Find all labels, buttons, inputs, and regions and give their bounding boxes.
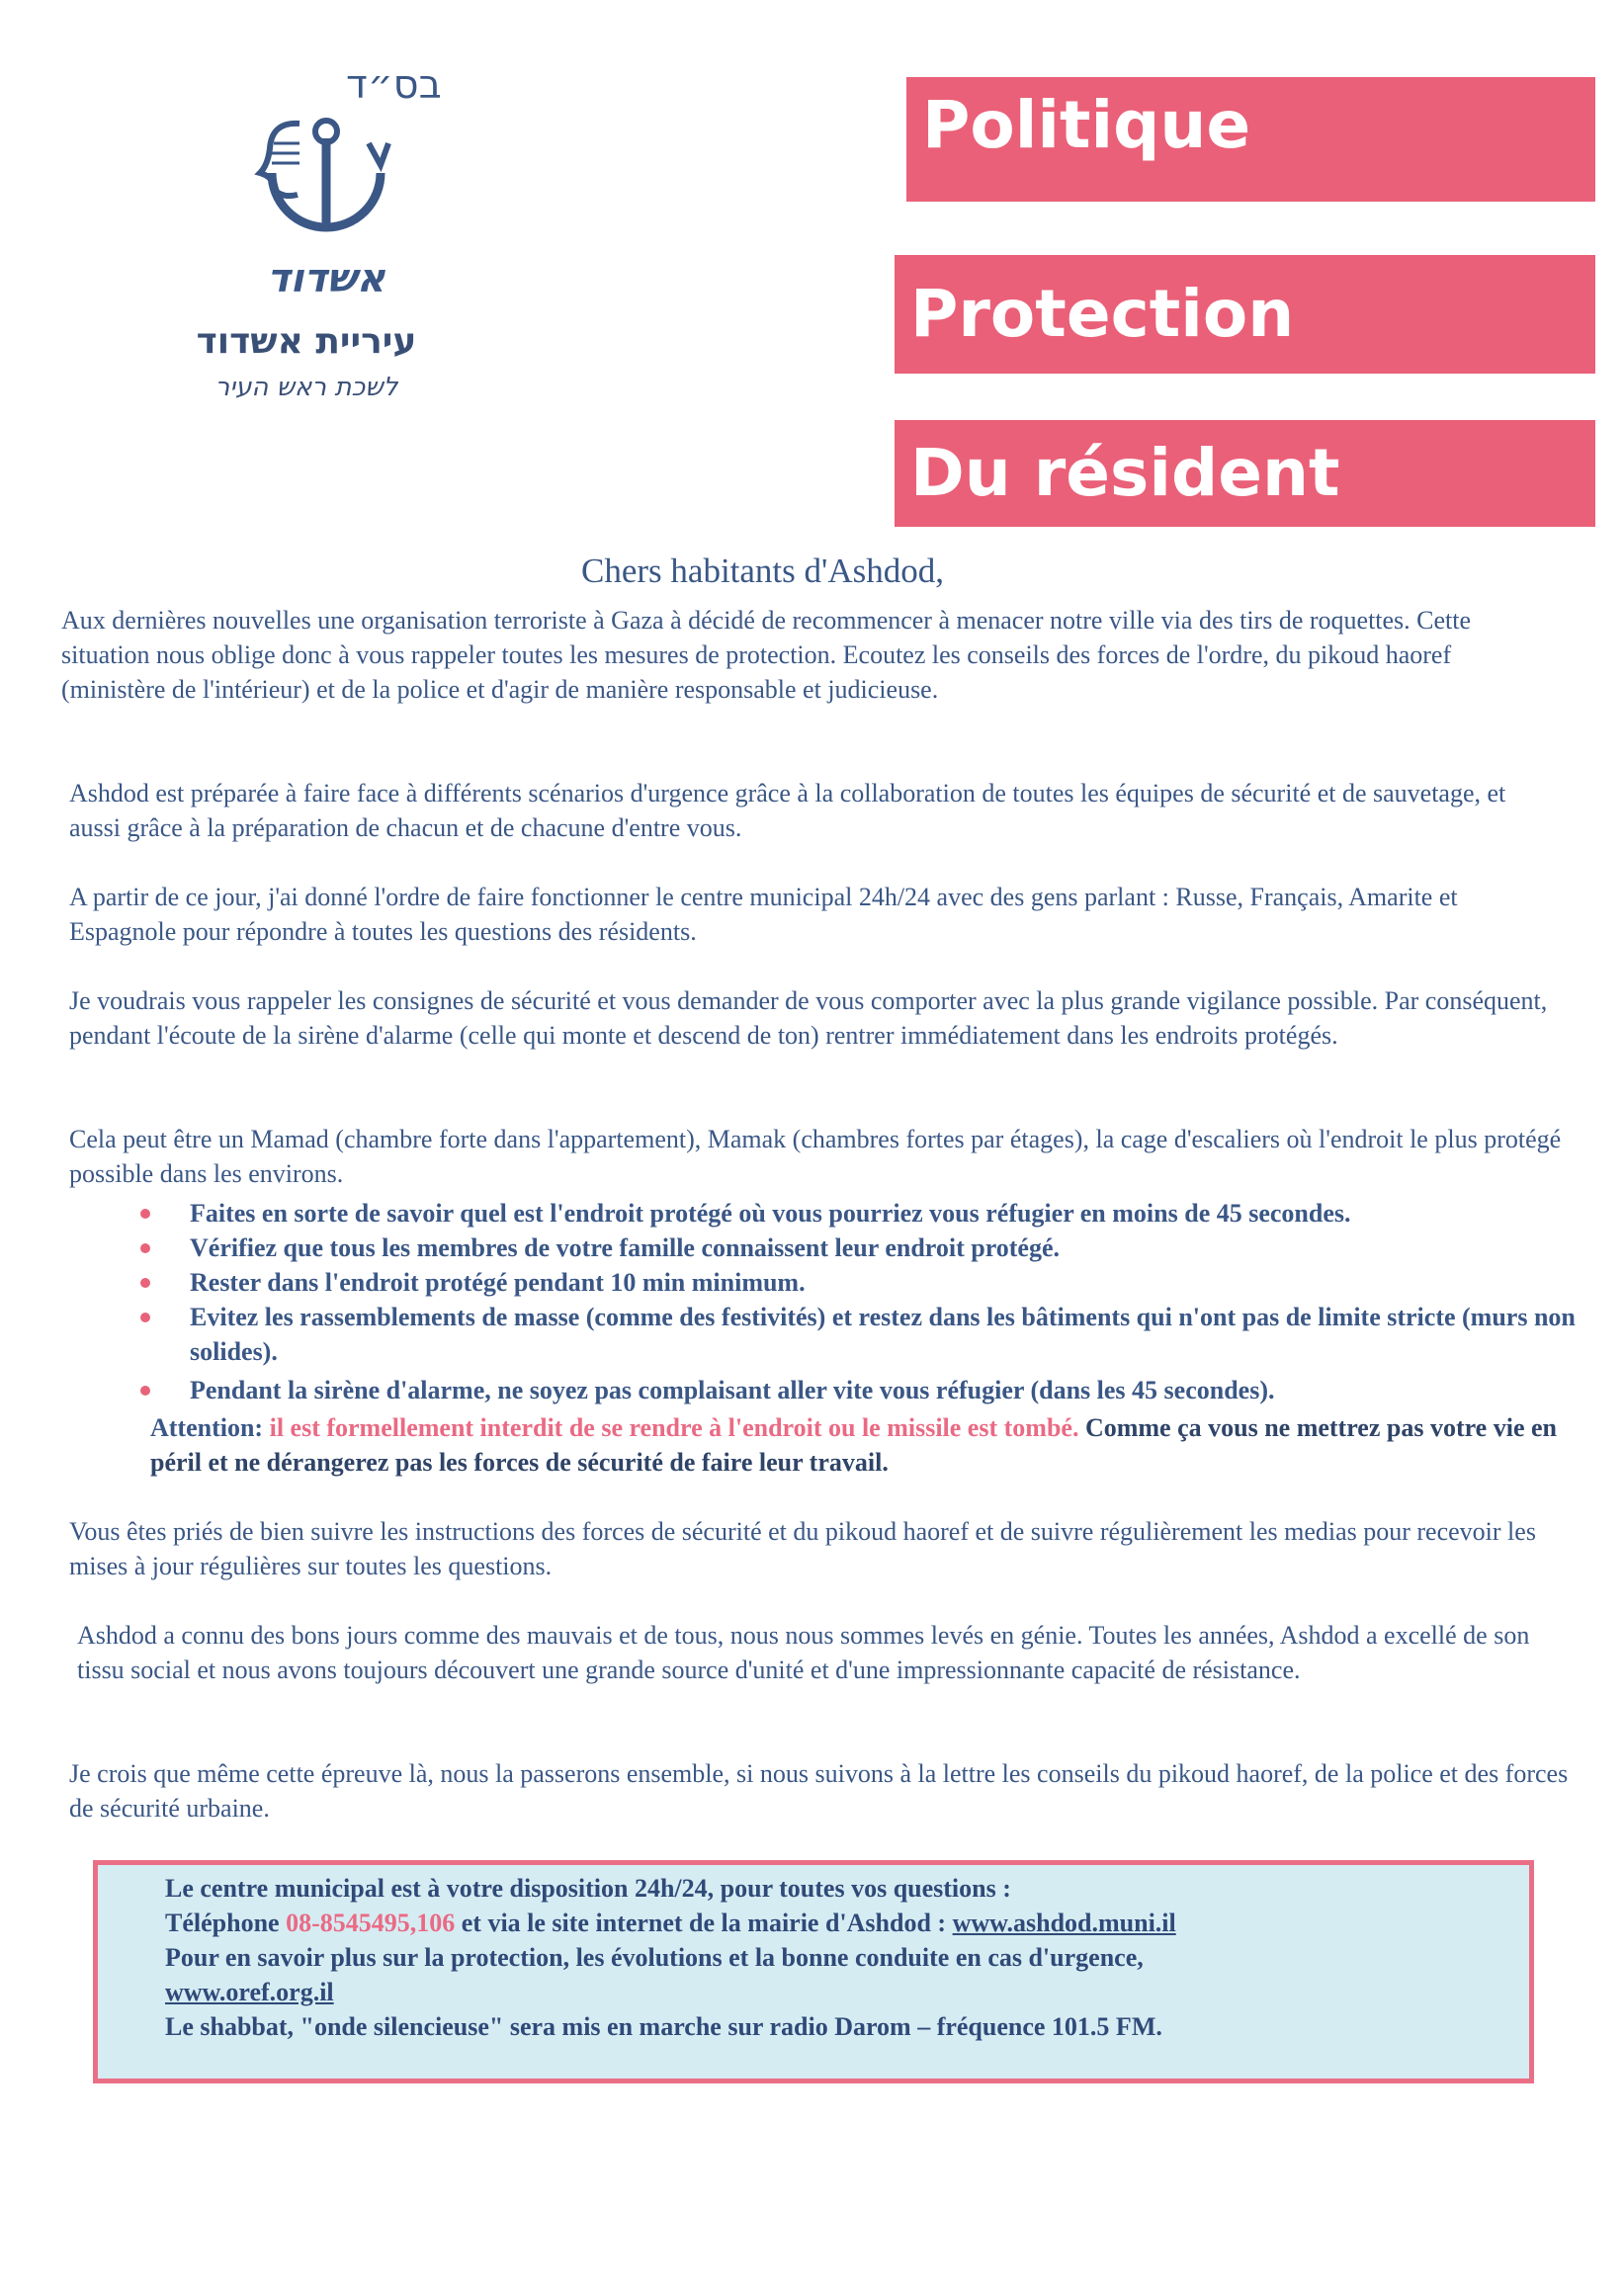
list-item: Vérifiez que tous les membres de votre famille connaissent leur endroit protégé. <box>138 1231 1591 1265</box>
paragraph-closing: Je crois que même cette épreuve là, nous la passerons ensemble, si nous suivons à la lettre les conseils du pikoud haoref, de la police et des forces de sécurité urbaine. <box>69 1759 1569 1823</box>
office-name: לשכת ראש העיר <box>214 373 398 402</box>
logo-text: אשדוד <box>267 256 385 301</box>
paragraph-intro: Aux dernières nouvelles une organisation terroriste à Gaza à décidé de recommencer à menacer notre ville via des tirs de roquettes. Cette situation nous oblige donc à vous rappeler toutes les mesures de protection. Ecoutez les conseils des forces de l'ordre, du pikoud haoref (ministère de l'intérieur) et de la police et d'agir de manière responsable et judicieuse. <box>61 606 1472 704</box>
bullet-dot-icon <box>140 1386 150 1396</box>
bullet-dot-icon <box>140 1313 150 1322</box>
info-line-phone: Téléphone 08-8545495,106 et via le site internet de la mairie d'Ashdod : www.ashdod.muni.il <box>165 1909 1176 1937</box>
list-item: Pendant la sirène d'alarme, ne soyez pas complaisant aller vite vous réfugier (dans les 45 secondes). <box>138 1373 1591 1407</box>
info-line-shabbat-radio: Le shabbat, "onde silencieuse" sera mis en marche sur radio Darom – fréquence 101.5 FM. <box>165 2012 1162 2041</box>
safety-bullet-list <box>138 1196 1591 1407</box>
title-banner-protection: Protection <box>895 255 1595 374</box>
title-banner-resident: Du résident <box>895 420 1595 527</box>
list-item: Rester dans l'endroit protégé pendant 10 min minimum. <box>138 1265 1591 1300</box>
paragraph-safety-instructions: Je voudrais vous rappeler les consignes de sécurité et vous demander de vous comporter avec la plus grande vigilance possible. Par conséquent, pendant l'écoute de la sirène d'alarme (celle qui monte et descend de ton) rentrer immédiatement dans les endroits protégés. <box>69 986 1548 1050</box>
municipality-header <box>158 54 455 420</box>
paragraph-municipal-center: A partir de ce jour, j'ai donné l'ordre de faire fonctionner le centre municipal 24h/24 avec des gens parlant : Russe, Français, Amarite et Espagnole pour répondre à toutes les questions des résidents. <box>69 883 1458 946</box>
oref-site-link[interactable]: www.oref.org.il <box>165 1978 334 2006</box>
attention-warning: il est formellement interdit de se rendre à l'endroit ou le missile est tombé. <box>269 1413 1079 1442</box>
title-banner-politique: Politique <box>906 77 1595 202</box>
contact-info-box <box>93 1860 1534 2083</box>
bullet-dot-icon <box>140 1209 150 1219</box>
attention-label: Attention: <box>150 1413 264 1442</box>
paragraph-resilience: Ashdod a connu des bons jours comme des mauvais et de tous, nous nous sommes levés en génie. Toutes les années, Ashdod a excellé de son tissu social et nous avons toujours découvert une grande source d'unité et d'une impressionnante capacité de résistance. <box>77 1621 1530 1684</box>
info-line-availability: Le centre municipal est à votre disposition 24h/24, pour toutes vos questions : <box>165 1874 1011 1903</box>
ashdod-logo-icon <box>252 104 400 301</box>
info-line-oref <box>165 1975 1509 2009</box>
paragraph-follow-instructions: Vous êtes priés de bien suivre les instructions des forces de sécurité et du pikoud haoref et de suivre régulièrement les medias pour recevoir les mises à jour régulières sur toutes les questions. <box>69 1517 1536 1580</box>
city-name: עיריית אשדוד <box>196 321 417 362</box>
list-item: Faites en sorte de savoir quel est l'endroit protégé où vous pourriez vous réfugier en moins de 45 secondes. <box>138 1196 1591 1231</box>
salutation: Chers habitants d'Ashdod, <box>581 552 944 590</box>
besad-mark: בס״ד <box>346 62 442 108</box>
list-item: Evitez les rassemblements de masse (comme des festivités) et restez dans les bâtiments qui n'ont pas de limite stricte (murs non solides). <box>138 1300 1591 1369</box>
paragraph-protected-spaces: Cela peut être un Mamad (chambre forte dans l'appartement), Mamak (chambres fortes par étages), la cage d'escaliers où l'endroit le plus protégé possible dans les environs. <box>69 1125 1562 1188</box>
bullet-dot-icon <box>140 1278 150 1288</box>
phone-number[interactable]: 08-8545495,106 <box>286 1909 456 1937</box>
info-line-learn-more: Pour en savoir plus sur la protection, les évolutions et la bonne conduite en cas d'urgence, <box>165 1943 1144 1972</box>
attention-notice <box>150 1410 1574 1480</box>
attention-rest: Comme ça vous ne mettrez pas votre vie en péril et ne dérangerez pas les forces de sécurité de faire leur travail. <box>150 1413 1557 1477</box>
bullet-dot-icon <box>140 1243 150 1253</box>
ashdod-site-link[interactable]: www.ashdod.muni.il <box>952 1909 1176 1937</box>
contact-info-text <box>165 1871 1509 2044</box>
paragraph-preparedness: Ashdod est préparée à faire face à différents scénarios d'urgence grâce à la collaboration de toutes les équipes de sécurité et de sauvetage, et aussi grâce à la préparation de chacun et de chacune d'entre vous. <box>69 779 1506 842</box>
